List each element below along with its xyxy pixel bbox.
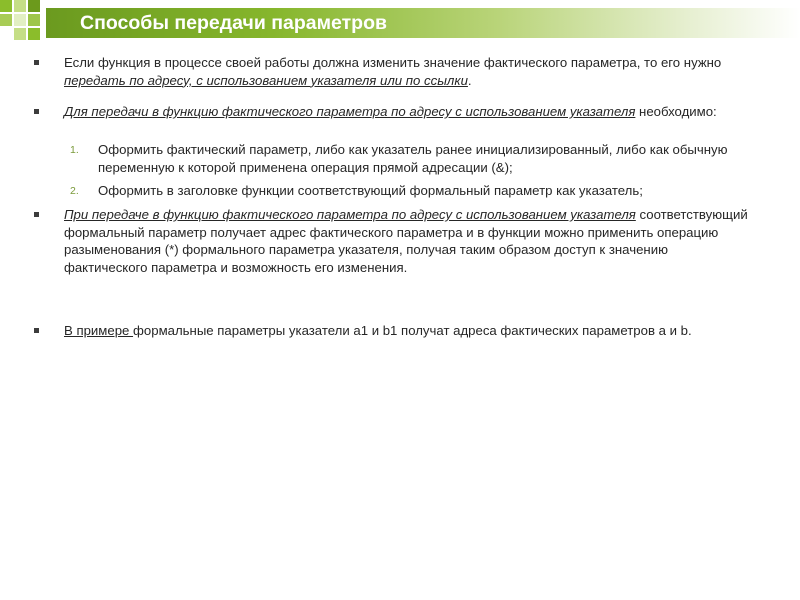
bullet-marker-icon (34, 60, 39, 65)
page-title: Способы передачи параметров (80, 12, 387, 34)
bullet-link[interactable]: передать по адресу, с использованием указателя или по ссылки (64, 72, 468, 88)
sub-item-1 (70, 141, 758, 176)
bullet-item-2 (64, 103, 754, 121)
bullet-item-4 (64, 322, 754, 340)
sub-item-text: Оформить в заголовке функции соответствующий формальный параметр как указатель; (98, 183, 643, 198)
bullet-text-tail: необходимо: (635, 104, 717, 119)
sub-item-number: 1. (70, 144, 79, 156)
bullet-item-3 (64, 206, 754, 276)
sub-item-text: Оформить фактический параметр, либо как указатель ранее инициализированный, либо как обычную переменную к которой применена операция прямой адресации (&); (98, 142, 728, 175)
sub-item-2 (70, 182, 758, 200)
bullet-link[interactable]: В примере (64, 323, 134, 338)
bullet-text-tail: соответствующий формальный параметр получает адрес фактического параметра и в функции можно применить операцию разыменования (*) формального параметра указателя, получая таким образом доступ к значению фактического параметра и возможность его изменения. (64, 207, 748, 275)
bullet-marker-icon (34, 109, 39, 114)
bullet-text-tail: . (467, 72, 472, 88)
bullet-marker-icon (34, 212, 39, 217)
sub-item-number: 2. (70, 185, 79, 197)
bullet-link[interactable]: При передаче в функцию фактического параметра по адресу с использованием указателя (64, 207, 636, 222)
bullet-text: Если функция в процессе своей работы должна изменить значение фактического параметра, то его нужно (64, 55, 722, 70)
bullet-item-1 (64, 54, 754, 89)
bullet-link[interactable]: Для передачи в функцию фактического параметра по адресу с использованием указателя (64, 104, 636, 119)
bullet-text-tail: формальные параметры указатели a1 и b1 получат адреса фактических параметров a и b. (133, 323, 692, 338)
bullet-marker-icon (34, 328, 39, 333)
